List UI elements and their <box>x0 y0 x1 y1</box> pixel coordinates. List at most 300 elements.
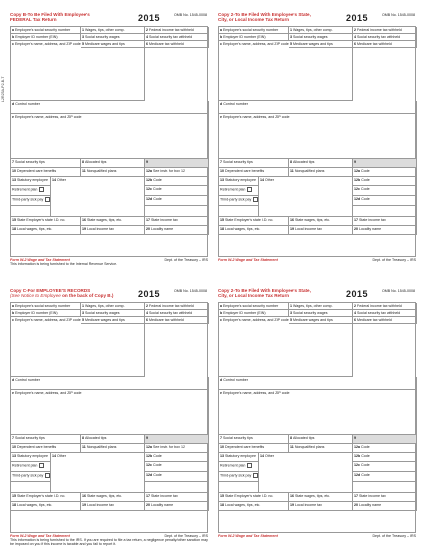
employee-ssn-cell[interactable] <box>219 27 289 34</box>
box5-medicare-wages-cell[interactable] <box>289 41 353 48</box>
box6-medicare-tax-cell[interactable] <box>145 317 209 324</box>
employer-ein-cell[interactable] <box>11 34 81 41</box>
box14-other-cell[interactable] <box>51 453 145 493</box>
copy-title <box>218 12 343 26</box>
box-label: Local wages, tips, etc. <box>17 226 53 231</box>
copy-footer-note: This information is being furnished to the Internal Revenue Service. <box>10 262 118 267</box>
box-label: Third-party sick pay <box>12 472 44 477</box>
box-number: 20 <box>354 226 358 231</box>
box10-dependent-care-cell[interactable] <box>219 444 289 453</box>
checkbox[interactable] <box>253 473 258 478</box>
box-label: Social security wages <box>293 310 328 315</box>
box12b-cell[interactable] <box>145 177 209 186</box>
copy-title-line2-text: on the back of Copy B.) <box>62 293 114 299</box>
box-label: Allocated tips <box>293 159 315 164</box>
box-label: Retirement plan <box>12 186 38 191</box>
control-number-cell[interactable] <box>11 377 209 390</box>
box-number: 12d <box>146 196 153 201</box>
box4-ss-tax-cell[interactable] <box>145 34 209 41</box>
box-label: Nonqualified plans <box>86 168 117 173</box>
box-label: Social security tax withheld <box>149 310 193 315</box>
box-number: 12b <box>146 177 153 182</box>
copy-title-note: (See Notice to Employee <box>10 293 61 299</box>
box1-wages-cell[interactable] <box>81 27 145 34</box>
copy-title-line1: Copy 2-To Be Filed With Employee's State, <box>218 12 311 17</box>
box-label: Control number <box>223 377 248 382</box>
box-label: Nonqualified plans <box>86 444 117 449</box>
box-number: 8 <box>290 159 292 164</box>
box10-dependent-care-cell[interactable] <box>11 168 81 177</box>
box8-allocated-tips-cell[interactable] <box>81 435 145 444</box>
box8-allocated-tips-cell[interactable] <box>81 159 145 168</box>
box12b-cell[interactable] <box>353 177 417 186</box>
box-number: 3 <box>82 34 84 39</box>
box-number: 12d <box>354 472 361 477</box>
box2-fed-tax-cell[interactable] <box>145 303 209 310</box>
box16-state-wages-cell[interactable] <box>289 217 353 226</box>
box12-blank-cell[interactable] <box>145 206 209 217</box>
box-number: 4 <box>354 34 356 39</box>
box-label: Statutory employee <box>17 453 48 458</box>
box-number: 11 <box>290 444 294 449</box>
box-number: 15 <box>220 217 224 222</box>
control-number-cell[interactable] <box>219 377 417 390</box>
box16-state-wages-cell[interactable] <box>81 493 145 502</box>
copy-title <box>10 288 135 302</box>
tax-year: 2015 <box>138 13 161 23</box>
box9-cell[interactable] <box>353 159 417 168</box>
box-number: a <box>220 303 222 308</box>
box-label: Local income tax <box>295 226 322 231</box>
box-number: 12a <box>146 444 152 449</box>
box13-statutory-cell[interactable] <box>219 177 259 186</box>
box-number: 7 <box>220 159 222 164</box>
copy-footer-note: This information is being furnished to the IRS. If you are required to file a tax return, a negligence penalty/other sanction may be imposed on you if this income is taxable and you fail to report it. <box>10 538 208 547</box>
box-number: 8 <box>82 159 84 164</box>
box-number: 19 <box>82 226 86 231</box>
box13-blank-cell[interactable] <box>11 206 51 217</box>
box-label: State income tax <box>359 493 386 498</box>
box-number: 1 <box>290 27 292 32</box>
box13-sickpay-cell[interactable] <box>219 472 259 482</box>
box4-ss-tax-cell[interactable] <box>145 310 209 317</box>
employer-address-cell[interactable] <box>11 317 145 377</box>
box12a-cell[interactable] <box>145 168 209 177</box>
box12c-cell[interactable] <box>145 186 209 196</box>
box7-ss-tips-cell[interactable] <box>219 159 289 168</box>
box13-retirement-cell[interactable] <box>219 186 259 196</box>
box5-medicare-wages-cell[interactable] <box>81 317 145 324</box>
box19-local-tax-cell[interactable] <box>81 226 145 235</box>
box-label: Employee's social security number <box>15 303 71 308</box>
box-label: Code <box>153 462 162 467</box>
box-label: Other <box>265 177 274 182</box>
box-number: 2 <box>146 27 148 32</box>
box-label: Control number <box>15 377 40 382</box>
box13-retirement-cell[interactable] <box>11 462 51 472</box>
employee-ssn-cell[interactable] <box>219 303 289 310</box>
box-label: Wages, tips, other comp. <box>293 303 333 308</box>
box7-ss-tips-cell[interactable] <box>11 435 81 444</box>
box-label: Statutory employee <box>225 453 256 458</box>
box-label: See instr. for box 12 <box>153 444 185 449</box>
box-number: 9 <box>354 159 356 164</box>
box-number: 15 <box>220 493 224 498</box>
box-number: 6 <box>354 317 356 322</box>
copy-title-line2: City, or Local Income Tax Return <box>218 293 290 299</box>
box-number: 16 <box>82 217 86 222</box>
checkbox[interactable] <box>247 463 252 468</box>
box8-allocated-tips-cell[interactable] <box>289 435 353 444</box>
box-number: 1 <box>82 303 84 308</box>
box-label: Locality name <box>359 502 382 507</box>
omb-number: OMB No. 1545-0008 <box>382 289 415 293</box>
box13-blank-cell[interactable] <box>219 482 259 493</box>
form-name: Form W-2 Wage and Tax Statement <box>218 258 278 262</box>
box-number: 12b <box>146 453 153 458</box>
box-label: State Employer's state I.D. no. <box>17 217 66 222</box>
box-label: Social security tips <box>223 435 253 440</box>
box-label: Nonqualified plans <box>294 168 325 173</box>
box11-nonqualified-cell[interactable] <box>81 168 145 177</box>
employee-ssn-cell[interactable] <box>11 27 81 34</box>
box-number: 15 <box>12 217 16 222</box>
box-label: State Employer's state I.D. no. <box>17 493 66 498</box>
employee-address-cell[interactable] <box>219 390 417 435</box>
employee-address-cell[interactable] <box>11 390 209 435</box>
box15-state-cell[interactable] <box>11 493 81 502</box>
employer-ein-cell[interactable] <box>11 310 81 317</box>
box-number: 12b <box>354 177 361 182</box>
box17-state-tax-cell[interactable] <box>145 217 209 226</box>
box-label: Employer's name, address, and ZIP code <box>223 41 289 46</box>
box12a-cell[interactable] <box>353 168 417 177</box>
box-label: Retirement plan <box>220 462 246 467</box>
box13-retirement-cell[interactable] <box>11 186 51 196</box>
box-label: State income tax <box>359 217 386 222</box>
box-label: Statutory employee <box>17 177 48 182</box>
box-number: 3 <box>82 310 84 315</box>
box-label: Local income tax <box>87 226 114 231</box>
checkbox[interactable] <box>39 463 44 468</box>
box-label: Federal income tax withheld <box>149 27 194 32</box>
box-label: Other <box>265 453 274 458</box>
box6-medicare-tax-cell[interactable] <box>145 41 209 48</box>
box-label: State Employer's state I.D. no. <box>225 217 274 222</box>
box2-fed-tax-cell[interactable] <box>353 303 417 310</box>
box-number: 10 <box>220 444 224 449</box>
box18-local-wages-cell[interactable] <box>11 226 81 235</box>
box12d-cell[interactable] <box>145 472 209 482</box>
box-label: Local income tax <box>87 502 114 507</box>
checkbox[interactable] <box>253 197 258 202</box>
box14-other-cell[interactable] <box>51 177 145 217</box>
box-number: 17 <box>354 217 358 222</box>
box-label: Wages, tips, other comp. <box>293 27 333 32</box>
box4-ss-tax-cell[interactable] <box>353 34 417 41</box>
box-label: Employer's name, address, and ZIP code <box>223 317 289 322</box>
box13-blank-cell[interactable] <box>11 482 51 493</box>
box-label: Local wages, tips, etc. <box>225 502 261 507</box>
box-label: Social security tips <box>223 159 253 164</box>
box13-blank-cell[interactable] <box>219 206 259 217</box>
box-label: Allocated tips <box>85 159 107 164</box>
box13-statutory-cell[interactable] <box>11 177 51 186</box>
box-number: 5 <box>82 317 84 322</box>
box17-state-tax-cell[interactable] <box>145 493 209 502</box>
box12a-cell[interactable] <box>353 444 417 453</box>
box1-wages-cell[interactable] <box>81 303 145 310</box>
employee-address-cell[interactable] <box>11 114 209 159</box>
box12b-cell[interactable] <box>353 453 417 462</box>
box20-locality-cell[interactable] <box>145 502 209 511</box>
box12b-cell[interactable] <box>145 453 209 462</box>
employer-ein-cell[interactable] <box>219 310 289 317</box>
box-number: 12c <box>146 186 152 191</box>
box-label: Federal income tax withheld <box>357 303 402 308</box>
box15-state-cell[interactable] <box>219 493 289 502</box>
checkbox[interactable] <box>45 473 50 478</box>
box-label: Code <box>153 177 162 182</box>
box-number: 4 <box>354 310 356 315</box>
box-label: Code <box>361 186 370 191</box>
box-label: Retirement plan <box>220 186 246 191</box>
box-number: 5 <box>290 317 292 322</box>
box-number: d <box>12 101 15 106</box>
box-number: 17 <box>146 493 150 498</box>
box12-blank-cell[interactable] <box>353 206 417 217</box>
box-number: b <box>12 34 15 39</box>
box-number: c <box>12 41 14 46</box>
box11-nonqualified-cell[interactable] <box>289 444 353 453</box>
box-label: Third-party sick pay <box>220 472 252 477</box>
box11-nonqualified-cell[interactable] <box>289 168 353 177</box>
box-number: 12c <box>354 186 360 191</box>
box6-medicare-tax-cell[interactable] <box>353 41 417 48</box>
box-number: 17 <box>146 217 150 222</box>
box9-cell[interactable] <box>145 159 209 168</box>
box-label: Dependent care benefits <box>225 444 265 449</box>
box-number: 14 <box>260 177 264 182</box>
control-number-cell[interactable] <box>11 101 209 114</box>
box-label: Social security wages <box>293 34 328 39</box>
box19-local-tax-cell[interactable] <box>289 226 353 235</box>
box12c-cell[interactable] <box>353 462 417 472</box>
box-number: 5 <box>82 41 84 46</box>
box-number: 18 <box>12 226 16 231</box>
box-number: 2 <box>146 303 148 308</box>
box6-medicare-tax-cell[interactable] <box>353 317 417 324</box>
box18-local-wages-cell[interactable] <box>11 502 81 511</box>
box3-ss-wages-cell[interactable] <box>289 310 353 317</box>
box12c-cell[interactable] <box>353 186 417 196</box>
box-number: 8 <box>82 435 84 440</box>
box19-local-tax-cell[interactable] <box>81 502 145 511</box>
box-number: d <box>220 101 223 106</box>
box-number: 7 <box>12 159 14 164</box>
checkbox[interactable] <box>247 187 252 192</box>
box7-ss-tips-cell[interactable] <box>219 435 289 444</box>
control-number-cell[interactable] <box>219 101 417 114</box>
box-label: Federal income tax withheld <box>149 303 194 308</box>
copy-title-line2: City, or Local Income Tax Return <box>218 17 290 23</box>
box12-blank-cell[interactable] <box>353 482 417 493</box>
box-label: State wages, tips, etc. <box>87 493 123 498</box>
box9-cell[interactable] <box>353 435 417 444</box>
w2-box-grid <box>218 26 416 257</box>
box18-local-wages-cell[interactable] <box>219 502 289 511</box>
box-label: Allocated tips <box>293 435 315 440</box>
box-number: c <box>220 41 222 46</box>
box-label: Code <box>361 196 370 201</box>
box-label: Medicare tax withheld <box>357 317 392 322</box>
box-number: 13 <box>220 453 224 458</box>
box-number: 20 <box>146 502 150 507</box>
box13-sickpay-cell[interactable] <box>11 196 51 206</box>
box15-state-cell[interactable] <box>219 217 289 226</box>
box20-locality-cell[interactable] <box>145 226 209 235</box>
box-number: 9 <box>146 159 148 164</box>
treasury-department: Dept. of the Treasury – IRS <box>164 258 208 262</box>
box14-other-cell[interactable] <box>259 177 353 217</box>
checkbox[interactable] <box>39 187 44 192</box>
box1-wages-cell[interactable] <box>289 27 353 34</box>
box1-wages-cell[interactable] <box>289 303 353 310</box>
box-number: 5 <box>290 41 292 46</box>
box-number: 11 <box>82 444 86 449</box>
employer-ein-cell[interactable] <box>219 34 289 41</box>
employee-address-cell[interactable] <box>219 114 417 159</box>
box-number: b <box>220 34 223 39</box>
w2-box-grid <box>10 26 208 257</box>
box12-blank-cell[interactable] <box>145 482 209 493</box>
box2-fed-tax-cell[interactable] <box>353 27 417 34</box>
box17-state-tax-cell[interactable] <box>353 217 417 226</box>
box-label: Employer ID number (EIN) <box>223 34 266 39</box>
box12d-cell[interactable] <box>145 196 209 206</box>
box-label: Dependent care benefits <box>17 444 57 449</box>
box-label: Medicare tax withheld <box>149 317 184 322</box>
box-number: 7 <box>12 435 14 440</box>
box5-medicare-wages-cell[interactable] <box>81 41 145 48</box>
employer-address-cell[interactable] <box>219 41 353 101</box>
box13-statutory-cell[interactable] <box>11 453 51 462</box>
box-number: 13 <box>220 177 224 182</box>
box-label: Code <box>361 453 370 458</box>
box-number: 14 <box>260 453 264 458</box>
box-number: 10 <box>12 444 16 449</box>
box14-other-cell[interactable] <box>259 453 353 493</box>
box2-fed-tax-cell[interactable] <box>145 27 209 34</box>
w2-copy-2 <box>218 12 416 270</box>
box-label: Locality name <box>151 226 174 231</box>
box-number: d <box>12 377 15 382</box>
box12a-cell[interactable] <box>145 444 209 453</box>
treasury-department: Dept. of the Treasury – IRS <box>164 534 208 538</box>
box13-retirement-cell[interactable] <box>219 462 259 472</box>
box3-ss-wages-cell[interactable] <box>289 34 353 41</box>
box-label: Medicare tax withheld <box>149 41 184 46</box>
box-number: 9 <box>146 435 148 440</box>
box17-state-tax-cell[interactable] <box>353 493 417 502</box>
box13-sickpay-cell[interactable] <box>11 472 51 482</box>
employer-address-cell[interactable] <box>11 41 145 101</box>
box-number: 8 <box>290 435 292 440</box>
box-number: 2 <box>354 27 356 32</box>
box-number: 19 <box>82 502 86 507</box>
box-number: 3 <box>290 310 292 315</box>
box-number: b <box>220 310 223 315</box>
copy-footer <box>10 534 208 547</box>
box-label: State income tax <box>151 493 178 498</box>
box7-ss-tips-cell[interactable] <box>11 159 81 168</box>
treasury-department: Dept. of the Treasury – IRS <box>372 258 416 262</box>
box-label: Nonqualified plans <box>294 444 325 449</box>
box-label: Third-party sick pay <box>12 196 44 201</box>
box-label: Control number <box>15 101 40 106</box>
tax-year: 2015 <box>346 13 369 23</box>
box-number: c <box>12 317 14 322</box>
box20-locality-cell[interactable] <box>353 226 417 235</box>
box-number: 12c <box>354 462 360 467</box>
box16-state-wages-cell[interactable] <box>289 493 353 502</box>
box3-ss-wages-cell[interactable] <box>81 310 145 317</box>
tax-year: 2015 <box>346 289 369 299</box>
box-label: Medicare wages and tips <box>85 317 125 322</box>
box-number: 6 <box>354 41 356 46</box>
checkbox[interactable] <box>45 197 50 202</box>
box10-dependent-care-cell[interactable] <box>219 168 289 177</box>
box3-ss-wages-cell[interactable] <box>81 34 145 41</box>
box-number: 12a <box>354 168 360 173</box>
box-label: Code <box>361 177 370 182</box>
form-name: Form W-2 Wage and Tax Statement <box>10 534 70 538</box>
box-number: 10 <box>220 168 224 173</box>
box-label: Control number <box>223 101 248 106</box>
box15-state-cell[interactable] <box>11 217 81 226</box>
box8-allocated-tips-cell[interactable] <box>289 159 353 168</box>
box9-cell[interactable] <box>145 435 209 444</box>
box19-local-tax-cell[interactable] <box>289 502 353 511</box>
box13-sickpay-cell[interactable] <box>219 196 259 206</box>
box-number: 15 <box>12 493 16 498</box>
box-label: Employer's name, address, and ZIP code <box>15 41 81 46</box>
employer-address-cell[interactable] <box>219 317 353 377</box>
form-name: Form W-2 Wage and Tax Statement <box>10 258 70 262</box>
box5-medicare-wages-cell[interactable] <box>289 317 353 324</box>
box-number: 12a <box>146 168 152 173</box>
box-number: 10 <box>12 168 16 173</box>
w2-box-grid <box>10 302 208 533</box>
box-label: Statutory employee <box>225 177 256 182</box>
box-label: Other <box>57 177 66 182</box>
box-number: 17 <box>354 493 358 498</box>
box12d-cell[interactable] <box>353 472 417 482</box>
box12d-cell[interactable] <box>353 196 417 206</box>
box10-dependent-care-cell[interactable] <box>11 444 81 453</box>
box4-ss-tax-cell[interactable] <box>353 310 417 317</box>
box13-statutory-cell[interactable] <box>219 453 259 462</box>
box16-state-wages-cell[interactable] <box>81 217 145 226</box>
box12c-cell[interactable] <box>145 462 209 472</box>
box20-locality-cell[interactable] <box>353 502 417 511</box>
employee-ssn-cell[interactable] <box>11 303 81 310</box>
box-label: Code <box>361 472 370 477</box>
box-label: Employer ID number (EIN) <box>15 310 58 315</box>
box-number: 16 <box>290 217 294 222</box>
box11-nonqualified-cell[interactable] <box>81 444 145 453</box>
box18-local-wages-cell[interactable] <box>219 226 289 235</box>
